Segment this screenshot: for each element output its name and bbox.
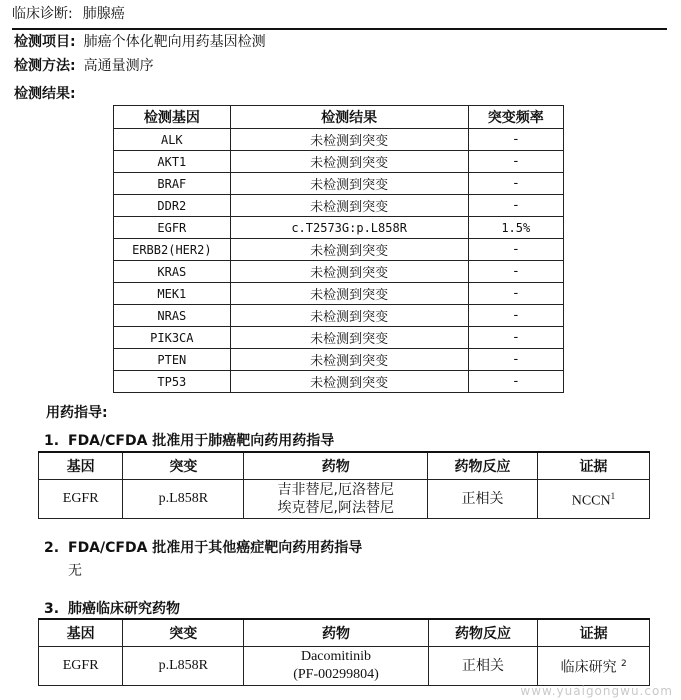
table-row bbox=[114, 129, 564, 151]
col-response: 药物反应 bbox=[428, 452, 538, 480]
col-drug: 药物 bbox=[244, 619, 428, 647]
drug-line: 埃克替尼,阿法替尼 bbox=[277, 500, 394, 516]
section-heading: FDA/CFDA 批准用于其他癌症靶向药用药指导 bbox=[68, 540, 363, 556]
test-item-row bbox=[14, 31, 266, 53]
result-cell: 未检测到突变 bbox=[230, 283, 468, 305]
gene-cell: PTEN bbox=[114, 349, 231, 371]
result-cell: 未检测到突变 bbox=[230, 371, 468, 393]
col-response: 药物反应 bbox=[428, 619, 538, 647]
drug-cell bbox=[244, 647, 428, 686]
frequency-cell: - bbox=[468, 371, 563, 393]
frequency-cell: - bbox=[468, 129, 563, 151]
col-gene: 基因 bbox=[39, 619, 123, 647]
frequency-cell: - bbox=[468, 283, 563, 305]
frequency-cell: - bbox=[468, 151, 563, 173]
site-watermark: www.yuaigongwu.com bbox=[520, 684, 673, 698]
section-number: 2. bbox=[44, 540, 60, 556]
drug-line: 吉非替尼,厄洛替尼 bbox=[277, 482, 394, 498]
gene-cell: EGFR bbox=[39, 647, 123, 686]
gene-cell: EGFR bbox=[39, 480, 123, 519]
col-evidence: 证据 bbox=[538, 619, 650, 647]
gene-cell: AKT1 bbox=[114, 151, 231, 173]
drug-line: Dacomitinib bbox=[300, 649, 371, 664]
frequency-cell: - bbox=[468, 305, 563, 327]
drug-cell bbox=[244, 480, 428, 519]
response-cell: 正相关 bbox=[428, 480, 538, 519]
no-result-text: 无 bbox=[68, 563, 82, 579]
diagnosis-row bbox=[12, 4, 125, 24]
result-cell: 未检测到突变 bbox=[230, 173, 468, 195]
table-row bbox=[114, 349, 564, 371]
col-frequency: 突变频率 bbox=[468, 106, 563, 129]
test-item-value: 肺癌个体化靶向用药基因检测 bbox=[83, 34, 266, 50]
gene-result-table bbox=[113, 105, 564, 393]
table-row bbox=[114, 239, 564, 261]
table-row bbox=[114, 217, 564, 239]
section-number: 1. bbox=[44, 433, 60, 449]
drug-table-header bbox=[39, 452, 650, 480]
evidence-text: NCCN bbox=[571, 493, 611, 509]
col-evidence: 证据 bbox=[537, 452, 649, 480]
gene-cell: DDR2 bbox=[114, 195, 231, 217]
evidence-footnote: 2 bbox=[621, 659, 627, 670]
clinical-trial-drug-table bbox=[38, 618, 650, 686]
mutation-cell: p.L858R bbox=[123, 647, 244, 686]
section-heading: FDA/CFDA 批准用于肺癌靶向药用药指导 bbox=[68, 433, 335, 449]
section-heading: 肺癌临床研究药物 bbox=[68, 601, 180, 617]
result-cell: c.T2573G:p.L858R bbox=[230, 217, 468, 239]
frequency-cell: - bbox=[468, 261, 563, 283]
table-row bbox=[39, 647, 650, 686]
test-item-label: 检测项目: bbox=[14, 34, 76, 50]
gene-cell: EGFR bbox=[114, 217, 231, 239]
table-row bbox=[114, 327, 564, 349]
gene-cell: ERBB2(HER2) bbox=[114, 239, 231, 261]
approved-lung-drug-table bbox=[38, 451, 650, 519]
section-1-title bbox=[44, 430, 334, 450]
medication-guidance-label: 用药指导: bbox=[46, 405, 108, 421]
frequency-cell: - bbox=[468, 173, 563, 195]
gene-cell: BRAF bbox=[114, 173, 231, 195]
response-cell: 正相关 bbox=[428, 647, 538, 686]
test-method-row bbox=[14, 55, 154, 77]
section-3-title bbox=[44, 598, 180, 618]
evidence-cell bbox=[538, 647, 650, 686]
table-row bbox=[39, 480, 650, 519]
gene-cell: TP53 bbox=[114, 371, 231, 393]
result-cell: 未检测到突变 bbox=[230, 195, 468, 217]
table-row bbox=[114, 371, 564, 393]
gene-cell: KRAS bbox=[114, 261, 231, 283]
frequency-cell: 1.5% bbox=[468, 217, 563, 239]
frequency-cell: - bbox=[468, 239, 563, 261]
gene-cell: ALK bbox=[114, 129, 231, 151]
gene-cell: NRAS bbox=[114, 305, 231, 327]
gene-table-header bbox=[114, 106, 564, 129]
section-2-title bbox=[44, 537, 362, 557]
col-mutation: 突变 bbox=[123, 452, 244, 480]
col-result: 检测结果 bbox=[230, 106, 468, 129]
evidence-cell bbox=[537, 480, 649, 519]
result-cell: 未检测到突变 bbox=[230, 261, 468, 283]
result-cell: 未检测到突变 bbox=[230, 129, 468, 151]
col-gene: 检测基因 bbox=[114, 106, 231, 129]
table-row bbox=[114, 283, 564, 305]
table-row bbox=[114, 151, 564, 173]
header-divider bbox=[12, 28, 667, 30]
gene-cell: MEK1 bbox=[114, 283, 231, 305]
result-cell: 未检测到突变 bbox=[230, 151, 468, 173]
table-row bbox=[114, 173, 564, 195]
table-row bbox=[114, 261, 564, 283]
result-cell: 未检测到突变 bbox=[230, 305, 468, 327]
test-method-label: 检测方法: bbox=[14, 58, 76, 74]
section-number: 3. bbox=[44, 601, 60, 617]
table-row bbox=[114, 195, 564, 217]
test-method-value: 高通量测序 bbox=[83, 58, 154, 74]
test-result-row bbox=[14, 83, 76, 105]
col-gene: 基因 bbox=[39, 452, 123, 480]
evidence-text: 临床研究 bbox=[560, 659, 617, 676]
diagnosis-value: 肺腺癌 bbox=[82, 6, 125, 22]
col-drug: 药物 bbox=[244, 452, 428, 480]
frequency-cell: - bbox=[468, 195, 563, 217]
diagnosis-label: 临床诊断: bbox=[12, 6, 73, 22]
mutation-cell: p.L858R bbox=[123, 480, 244, 519]
frequency-cell: - bbox=[468, 327, 563, 349]
drug-line: (PF-00299804) bbox=[293, 667, 379, 682]
frequency-cell: - bbox=[468, 349, 563, 371]
drug-table-header bbox=[39, 619, 650, 647]
col-mutation: 突变 bbox=[123, 619, 244, 647]
gene-cell: PIK3CA bbox=[114, 327, 231, 349]
result-cell: 未检测到突变 bbox=[230, 349, 468, 371]
result-cell: 未检测到突变 bbox=[230, 327, 468, 349]
evidence-footnote: 1 bbox=[610, 491, 616, 502]
result-cell: 未检测到突变 bbox=[230, 239, 468, 261]
table-row bbox=[114, 305, 564, 327]
test-result-label: 检测结果: bbox=[14, 86, 76, 102]
